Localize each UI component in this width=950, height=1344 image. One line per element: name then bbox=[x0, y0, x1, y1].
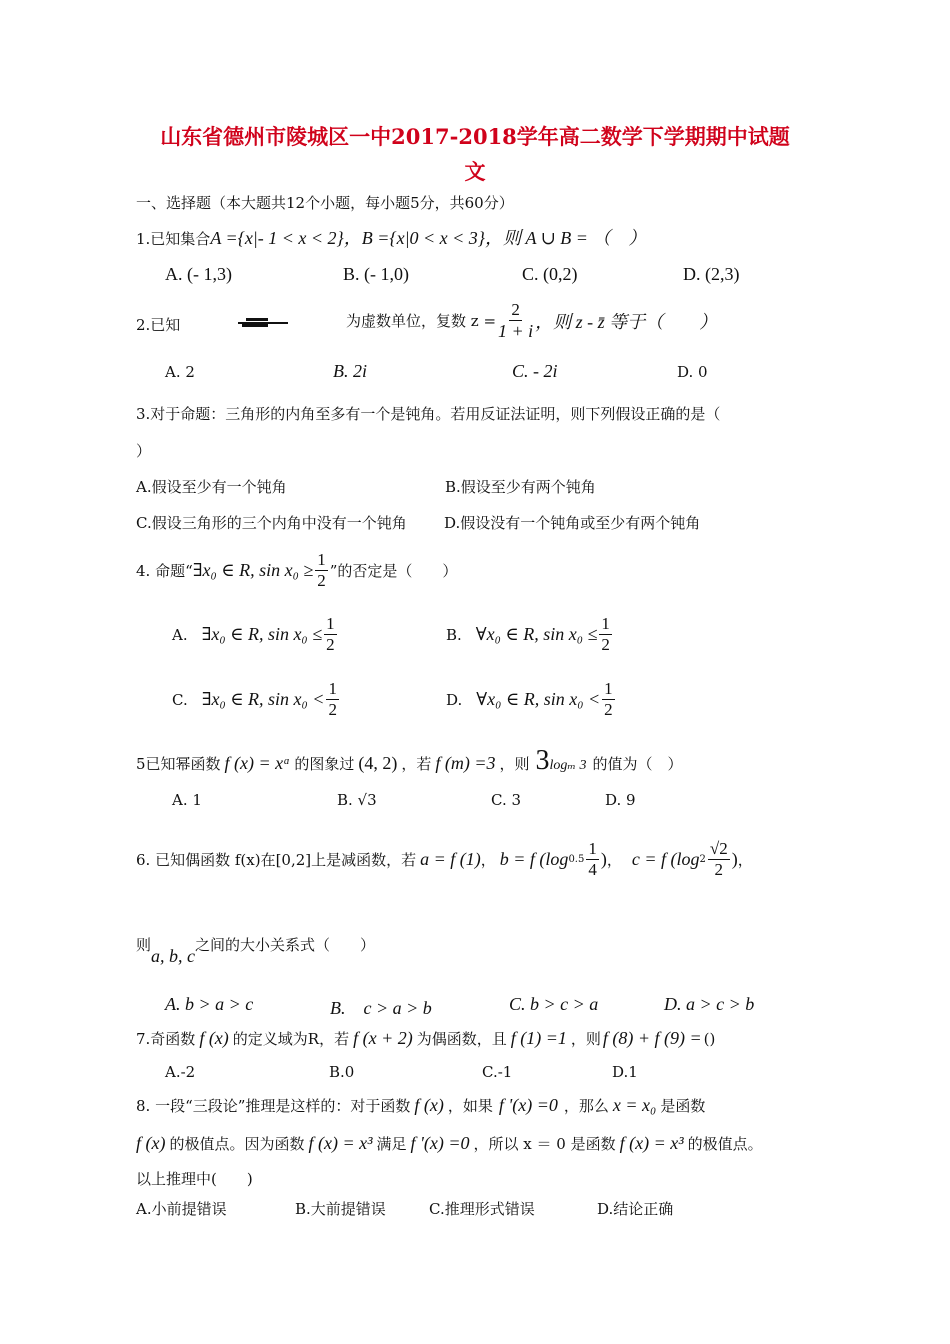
q4-option-d[interactable]: D. ∀x₀ ∈ R, sin x₀ < $\frac{1}{2}$ bbox=[446, 679, 613, 719]
page-title-line2: 文 bbox=[464, 159, 486, 184]
q7-option-b[interactable]: B.0 bbox=[329, 1063, 355, 1081]
q7-option-d[interactable]: D.1 bbox=[612, 1063, 638, 1081]
q5-option-d[interactable]: D. 9 bbox=[605, 791, 636, 809]
q3-option-d[interactable]: D.假设没有一个钝角或至少有两个钝角 bbox=[444, 514, 701, 532]
question-3: 3.对于命题：三角形的内角至多有一个是钝角。若用反证法证明，则下列假设正确的是（ bbox=[136, 405, 721, 423]
q6-option-d[interactable]: D. a > c > b bbox=[664, 994, 755, 1014]
question-6: 6. 已知偶函数 f(x)在[0,2]上是减函数，若 a = f (1) ， b = f (log 0.5 $\frac{1}{4}$ ) ， c = f (log 2 $\frac{√2}{2}$ ) ， bbox=[136, 839, 753, 879]
q4-option-c[interactable]: C. ∃x₀ ∈ R, sin x₀ < $\frac{1}{2}$ bbox=[172, 679, 337, 719]
q7-option-c[interactable]: C.-1 bbox=[482, 1063, 513, 1081]
q8-option-b[interactable]: B.大前提错误 bbox=[295, 1200, 386, 1218]
q8-option-c[interactable]: C.推理形式错误 bbox=[429, 1200, 535, 1218]
q6-option-c[interactable]: C. b > c > a bbox=[509, 994, 599, 1014]
question-8-line3: 以上推理中( ) bbox=[136, 1170, 253, 1188]
q8-option-a[interactable]: A.小前提错误 bbox=[136, 1200, 227, 1218]
q7-option-a[interactable]: A.-2 bbox=[165, 1063, 196, 1081]
q3-option-a[interactable]: A.假设至少有一个钝角 bbox=[136, 478, 287, 496]
q5-option-a[interactable]: A. 1 bbox=[172, 791, 202, 809]
question-8: 8. 一段“三段论”推理是这样的：对于函数 f (x) ，如果 f '(x) =0 ，那么 x = x₀ 是函数 bbox=[136, 1095, 706, 1115]
redacted-image bbox=[238, 318, 288, 328]
q6-option-b[interactable]: B. c > a > b bbox=[330, 998, 432, 1018]
q3-option-b[interactable]: B.假设至少有两个钝角 bbox=[445, 478, 596, 496]
question-7: 7.奇函数 f (x) 的定义域为R，若 f (x + 2) 为偶函数，且 f (1) =1 ，则 f (8) + f (9) = () bbox=[136, 1028, 716, 1048]
q1-option-b[interactable]: B. (- 1,0) bbox=[343, 264, 409, 284]
question-8-line2: f (x) 的极值点。因为函数 f (x) = x³ 满足 f '(x) =0 ，所以 x ＝ 0 是函数 f (x) = x³ 的极值点。 bbox=[136, 1133, 763, 1153]
q4-fraction: $\frac{1}{2}$ bbox=[317, 550, 326, 590]
q4-option-b[interactable]: B. ∀x₀ ∈ R, sin x₀ ≤ $\frac{1}{2}$ bbox=[446, 614, 610, 654]
q6-option-a[interactable]: A. b > a > c bbox=[165, 994, 254, 1014]
question-3-cont: ） bbox=[136, 442, 152, 460]
q2-option-b[interactable]: B. 2i bbox=[333, 361, 367, 381]
question-1: 1.已知集合A ={x|- 1 < x < 2}，B ={x|0 < x < 3}，则 A ∪ B = （ ） bbox=[136, 228, 647, 248]
q8-option-d[interactable]: D.结论正确 bbox=[597, 1200, 674, 1218]
q5-option-b[interactable]: B. √3 bbox=[337, 791, 377, 809]
q2-option-c[interactable]: C. - 2i bbox=[512, 361, 558, 381]
q5-option-c[interactable]: C. 3 bbox=[491, 791, 522, 809]
q3-option-c[interactable]: C.假设三角形的三个内角中没有一个钝角 bbox=[136, 514, 407, 532]
q4-option-a[interactable]: A. ∃x₀ ∈ R, sin x₀ ≤ $\frac{1}{2}$ bbox=[172, 614, 335, 654]
q2-option-a[interactable]: A. 2 bbox=[165, 363, 195, 381]
question-4: 4. 命题“ ∃x₀ ∈ R, sin x₀ ≥ $\frac{1}{2}$ ”的否定是（ ） bbox=[136, 550, 458, 590]
q1-option-c[interactable]: C. (0,2) bbox=[522, 264, 578, 284]
q2-prefix: 2.已知 bbox=[136, 316, 181, 334]
q1-option-a[interactable]: A. (- 1,3) bbox=[165, 264, 232, 284]
question-5: 5已知幂函数 f (x) = xᵅ 的图象过 (4, 2) ，若 f (m) =3 ，则 3 logₘ 3 的值为（ ） bbox=[136, 745, 683, 776]
page-title: 山东省德州市陵城区一中2017-2018学年高二数学下学期期中试题 bbox=[160, 124, 790, 149]
q2-fraction: $\frac{2}{1 + i}$ bbox=[498, 300, 534, 341]
q2-option-d[interactable]: D. 0 bbox=[677, 363, 708, 381]
q1-option-d[interactable]: D. (2,3) bbox=[683, 264, 740, 284]
question-6-line2: 则a, b, c之间的大小关系式（ ） bbox=[136, 936, 376, 966]
section-header: 一、选择题（本大题共12个小题，每小题5分，共60分） bbox=[136, 194, 514, 212]
question-2: 为虚数单位，复数 z = $\frac{2}{1 + i}$ ，则 z - z̄ 等于（ ） bbox=[346, 300, 718, 341]
